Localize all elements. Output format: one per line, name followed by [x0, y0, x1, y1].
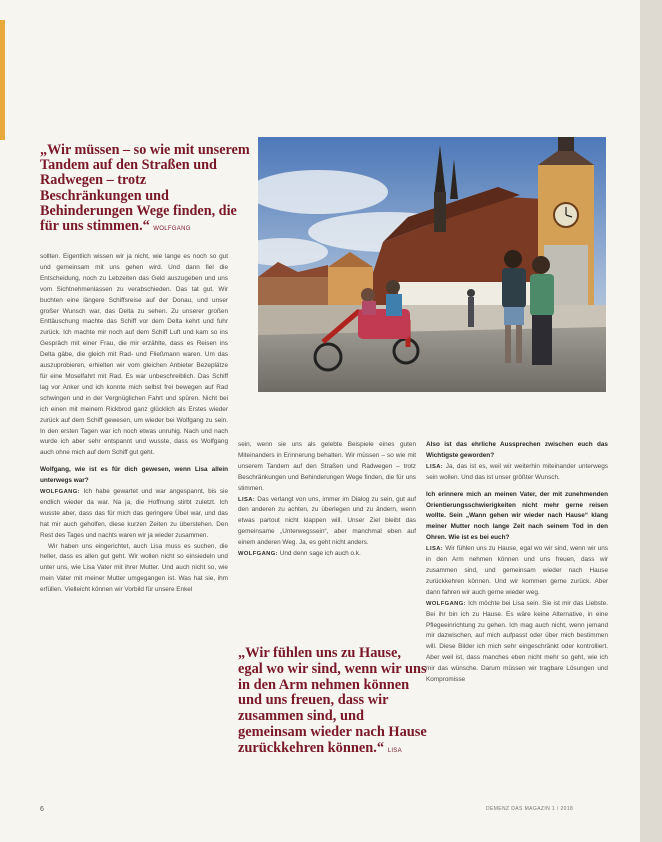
interview-question: Ich erinnere mich an meinen Vater, der mit zunehmenden Orientierungsschwierigkeiten nicht mehr gerne reisen wollte. Sein „Wann gehen wir wieder nach Hause“ klang meiner Mutter noch lange Zeit nach seinem Tod in den Ohren. Wie ist es bei euch? [426, 490, 608, 542]
answer-paragraph [426, 544, 608, 599]
pullquote-bottom-text: „Wir fühlen uns zu Hause, egal wo wir sind, wenn wir uns in den Arm nehmen können und uns freuen, dass wir zusammen sind, und gemeinsam wieder nach Hause zurückkehren können.“ [238, 645, 427, 756]
answer-paragraph [426, 462, 608, 484]
pullquote-top [40, 143, 250, 237]
page-edge [640, 0, 662, 842]
body-column-1 [40, 252, 228, 596]
speaker-label: WOLFGANG: [426, 600, 466, 607]
page-number: 6 [40, 806, 44, 813]
answer-paragraph [238, 495, 416, 550]
page-footer: DEMENZ DAS MAGAZIN 1 / 2018 [486, 806, 574, 812]
answer-text: Ja, das ist es, weil wir weiterhin miteinander unterwegs sein wollen. Und das ist unser größter Wunsch. [426, 462, 608, 481]
answer-text: Ich möchte bei Lisa sein. Sie ist mir das Liebste. Bei ihr bin ich zu Hause. Es wäre keine Alternative, in eine Pflegeeinrichtung zu gehen. Ich mag auch nicht, wenn jemand mir dazwischen, auf mich aufpasst oder über mich bestimmen will. Diese Bilder ich mich sehr eingeschränkt oder kontrolliert. Aber weil ist, dass manches eben nicht mehr so geht, wie ich mir das wünsche. Darum müssen wir tragbare Lösungen und Kompromisse [426, 599, 608, 684]
body-column-2 [238, 440, 416, 560]
pullquote-bottom [238, 646, 428, 760]
answer-paragraph [238, 549, 416, 560]
paragraph: Wir haben uns eingerichtet, auch Lisa muss es suchen, die heller, dass es allen gut geht. Wir wollen nicht so einsiedeln und unter uns, wie Lisa Vater mit ihrer Mutter. Und auch nicht so, wie mein Vater mit meiner Mutter umgegangen ist. Was hat sie, ihm erfüllen. Vielleicht können wir Vorbild für unsere Enkel [40, 542, 228, 594]
interview-question: Also ist das ehrliche Aussprechen zwischen euch das Wichtigste geworden? [426, 441, 608, 459]
speaker-label: LISA: [238, 496, 256, 503]
interview-question: Wolfgang, wie ist es für dich gewesen, wenn Lisa allein unterwegs war? [40, 466, 228, 485]
tandem-photo [258, 137, 606, 392]
speaker-label: LISA: [426, 546, 444, 553]
speaker-label: LISA: [426, 463, 444, 470]
speaker-label: WOLFGANG: [238, 551, 278, 558]
speaker-label: WOLFGANG: [40, 489, 80, 496]
paragraph: sein, wenn sie uns als gelebte Beispiele eines guten Miteinanders in Erinnerung behalten. Wir müssen – so wie mit unserem Tandem auf den Straßen und Radwegen – trotz Beschränkungen und Behinderungen Wege finden, die für uns stimmen. [238, 441, 416, 492]
paragraph: sollten. Eigentlich wissen wir ja nicht, wie lange es noch so gut und gemeinsam mit uns gehen wird. Und dann fiel die Entscheidung, noch zu Lebzeiten das Geld auszugeben und uns vom Sichtnehmenlassen zu verabschieden. Das tat gut. Wir buchten eine längere Schiffsreise auf der Donau, und unser großer Wunsch war, das Delta zu sehen. Zu unserer großen Enttäuschung machte das Schiff vor dem Delta kehrt und fuhr zurück. Ich machte mir noch auf dem Schiff Luft und kam so ins Gespräch mit einer Frau, die mir erzählte, dass es Reisen ins Delta gäbe, die gleich mit Rad- und Fließmann waren. Um das auszuprobieren, erhielten wir vom gleichen Anbieter Bezeplätze für eine Moselfahrt mit Rad. Es war unbeschreiblich. Das Schiff lag vor Anker und ich konnte mich selbst frei bewegen auf Rad schwingen und in der Vergnüglichen Fahrt und spüren. Nicht bei ich einen mit meinem Rickbrod ganz glücklich als Erstes wieder zurück auf dem Schiff gewesen, um wieder bei Wolfgang zu sein. In den ersten Tagen war ich noch etwas unruhig. Nach und nach wurde ich aber sehr entspannt und wusste, dass es Wolfgang auch ohne mich auf dem Schiff gut geht. [40, 253, 228, 457]
body-column-3 [426, 440, 608, 686]
answer-text: Wir fühlen uns zu Hause, egal wo wir sind, wenn wir uns in den Arm nehmen können und uns freuen, dass wir zusammen sind, und gemeinsam wieder nach Hause zurückkehren können. Und wir kommen gerne zurück. Aber dann fahren wir auch gerne wieder weg. [426, 545, 608, 596]
answer-paragraph [40, 487, 228, 542]
pullquote-top-text: „Wir müssen – so wie mit unserem Tandem auf den Straßen und Radwegen – trotz Beschränkungen und Behinderungen Wege finden, die für uns stimmen.“ [40, 142, 250, 235]
answer-text: Und denn sage ich auch o.k. [277, 550, 361, 558]
section-tab [0, 20, 5, 140]
tandem-photo-illustration [258, 137, 606, 392]
answer-paragraph [426, 599, 608, 686]
pullquote-top-attribution: WOLFGANG [153, 226, 191, 233]
answer-text: Ich habe gewartet und war angespannt, bis sie endlich wieder da war. Na ja, die Hoffnung stirbt zuletzt. Ich wusste aber, dass das für mich das geringere Übel war, und das hat mir auch geholfen, diese kurzen Zeiten zu überstehen. Den Rest des Tages und nachts waren wir ja wieder zusammen. [40, 488, 228, 539]
answer-text: Das verlangt von uns, immer im Dialog zu sein, gut auf den anderen zu achten, zu überlegen und zu ändern, wenn etwas partout nicht klappen will. Unser Ziel bleibt das gemeinsame „Unterwegssein“, aber manchmal eben auf einem anderen Weg. Ja, es geht nicht anders. [238, 495, 416, 547]
pullquote-bottom-attribution: LISA [387, 747, 402, 754]
